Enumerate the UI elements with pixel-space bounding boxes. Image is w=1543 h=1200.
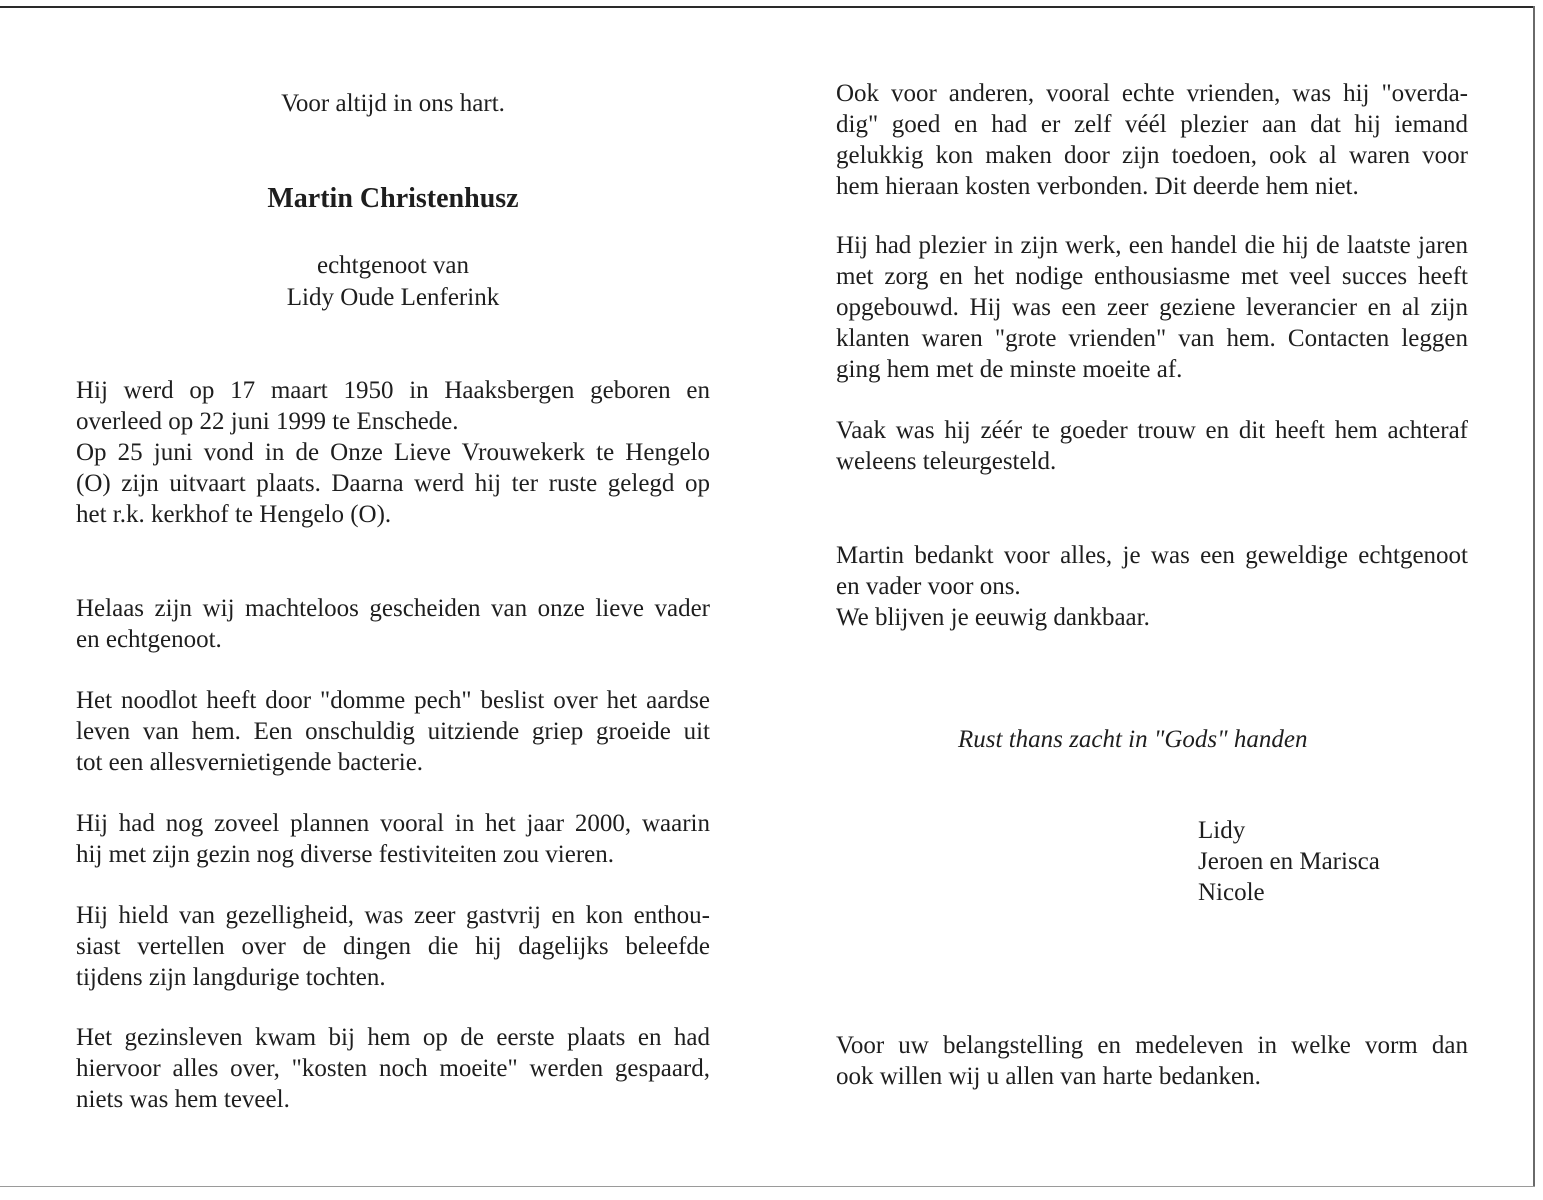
paragraph-plans (76, 808, 710, 870)
text-line: Op 25 juni vond in de Onze Lieve Vrouwekerk te Hengelo (76, 439, 710, 466)
text-line: Helaas zijn wij machteloos gescheiden van onze lieve vader (76, 595, 710, 622)
motto: Voor altijd in ons hart. (281, 90, 505, 117)
signature-list (1198, 815, 1458, 908)
scan-edge-bottom (0, 1186, 1535, 1187)
paragraph-life-dates (76, 375, 710, 530)
text-line: het r.k. kerkhof te Hengelo (O). (76, 501, 392, 528)
text-line: tot een allesvernietigende bacterie. (76, 749, 424, 776)
paragraph-acknowledgement (836, 1030, 1468, 1092)
text-line: Het noodlot heeft door "domme pech" beslist over het aardse (76, 687, 710, 714)
text-line: klanten waren "grote vrienden" van hem. Contacten leggen (836, 325, 1468, 352)
text-line: Hij werd op 17 maart 1950 in Haaksbergen geboren en (76, 377, 710, 404)
signature-name: Lidy (1198, 817, 1246, 844)
signature-name: Jeroen en Marisca (1198, 848, 1380, 875)
paragraph-friends (836, 78, 1468, 202)
paragraph-separated (76, 593, 710, 655)
text-line: leven van hem. Een onschuldig uitziende griep groeide uit (76, 718, 710, 745)
scan-edge-right (1533, 6, 1535, 1186)
text-line: Ook voor anderen, vooral echte vrienden, was hij "overda- (836, 80, 1468, 107)
text-line: siast vertellen over de dingen die hij dagelijks beleefde (76, 933, 710, 960)
text-line: en echtgenoot. (76, 626, 222, 653)
text-line: ook willen wij u allen van harte bedanken. (836, 1063, 1261, 1090)
text-line: Voor uw belangstelling en medeleven in welke vorm dan (836, 1032, 1468, 1059)
text-line: Vaak was hij zéér te goeder trouw en dit heeft hem achteraf (836, 417, 1468, 444)
text-line: hiervoor alles over, "kosten noch moeite" werden gespaard, (76, 1055, 710, 1082)
text-line: Hij had nog zoveel plannen vooral in het jaar 2000, waarin (76, 810, 710, 837)
paragraph-family-life (76, 1022, 710, 1115)
paragraph-hospitality (76, 900, 710, 993)
text-line: Hij had plezier in zijn werk, een handel die hij de laatste jaren (836, 232, 1468, 259)
text-line: dig" goed en had er zelf véél plezier aan dat hij iemand (836, 111, 1468, 138)
text-line: ging hem met de minste moeite af. (836, 356, 1183, 383)
text-line: gelukkig kon maken door zijn toedoen, ook al waren voor (836, 142, 1468, 169)
scan-edge-top (0, 6, 1535, 8)
paragraph-trust (836, 415, 1468, 477)
deceased-name: Martin Christenhusz (267, 183, 519, 214)
text-line: overleed op 22 juni 1999 te Enschede. (76, 408, 459, 435)
text-line: niets was hem teveel. (76, 1086, 290, 1113)
paragraph-thanks-martin (836, 540, 1468, 633)
text-line: (O) zijn uitvaart plaats. Daarna werd hij ter ruste gelegd op (76, 470, 710, 497)
text-line: opgebouwd. Hij was een zeer geziene leverancier en al zijn (836, 294, 1468, 321)
paragraph-fate (76, 685, 710, 778)
paragraph-work (836, 230, 1468, 385)
text-line: tijdens zijn langdurige tochten. (76, 964, 386, 991)
text-line: weleens teleurgesteld. (836, 448, 1057, 475)
text-line: We blijven je eeuwig dankbaar. (836, 604, 1150, 631)
text-line: hij met zijn gezin nog diverse festiviteiten zou vieren. (76, 841, 615, 868)
closing-line: Rust thans zacht in "Gods" handen (958, 726, 1308, 753)
text-line: Het gezinsleven kwam bij hem op de eerste plaats en had (76, 1024, 710, 1051)
spouse-label: echtgenoot van (316, 252, 470, 279)
text-line: Martin bedankt voor alles, je was een geweldige echtgenoot (836, 542, 1468, 569)
spouse-name: Lidy Oude Lenferink (286, 284, 500, 311)
text-line: met zorg en het nodige enthousiasme met veel succes heeft (836, 263, 1468, 290)
signature-name: Nicole (1198, 879, 1265, 906)
text-line: hem hieraan kosten verbonden. Dit deerde hem niet. (836, 173, 1359, 200)
text-line: en vader voor ons. (836, 573, 1021, 600)
text-line: Hij hield van gezelligheid, was zeer gastvrij en kon enthou- (76, 902, 710, 929)
